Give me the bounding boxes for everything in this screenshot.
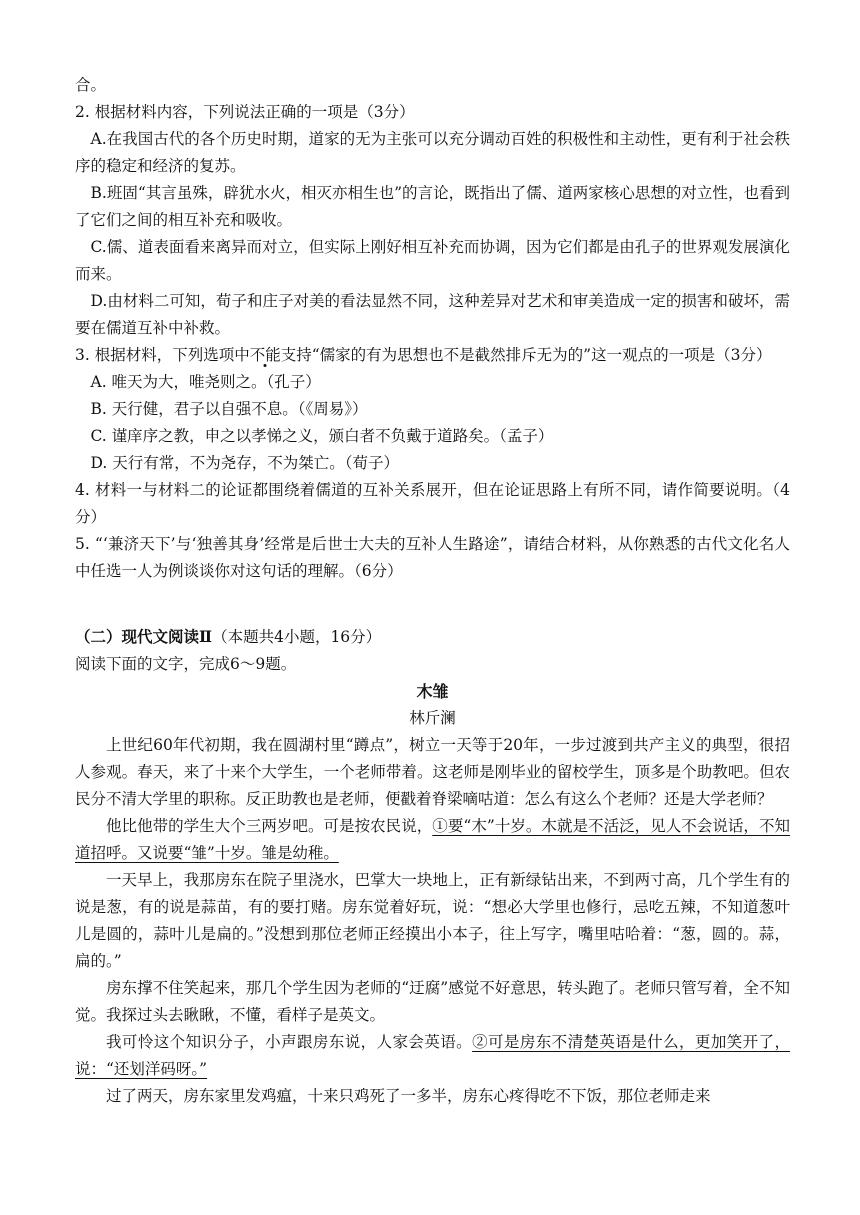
- article-title: 木雏: [416, 682, 449, 701]
- question-3-prefix: 3. 根据材料，下列选项中: [75, 346, 250, 364]
- underlined-passage-1: ①要“木”十岁。木就是不活泛，见人不会说话，不知道招呼。又说要“雏”十岁。雏是幼稚。: [75, 817, 790, 862]
- question-2-option-d: D.由材料二可知，荀子和庄子对美的看法显然不同，这种差异对艺术和审美造成一定的损害和破坏，需要在儒道互补中补救。: [75, 292, 790, 337]
- section-2-heading: [75, 623, 790, 651]
- article-paragraph-6: 过了两天，房东家里发鸡瘟，十来只鸡死了一多半，房东心疼得吃不下饭，那位老师走来: [106, 1087, 711, 1105]
- article-paragraph-5: [75, 1029, 790, 1083]
- question-3-suffix: 支持“儒家的有为思想也不是截然排斥无为的”这一观点的一项是（3分）: [280, 346, 772, 364]
- section-2-score: （本题共4小题，16分）: [212, 628, 382, 646]
- paragraph-5-text: 我可怜这个知识分子，小声跟房东说，人家会英语。: [106, 1033, 473, 1051]
- question-3-option-d: D. 天行有常，不为尧存，不为桀亡。（荀子）: [90, 454, 399, 472]
- question-2: 2. 根据材料内容，下列说法正确的一项是（3分）: [75, 103, 415, 121]
- article-paragraph-1: 上世纪60年代初期，我在圆湖村里“蹲点”，树立一天等于20年，一步过渡到共产主义的典型，很招人参观。春天，来了十来个大学生，一个老师带着。这老师是刚毕业的留校学生，顶多是个助教吧。但农民分不清大学里的职称。反正助教也是老师，便戳着脊梁嘀咕道：怎么有这么个老师？还是大学老师？: [75, 736, 790, 808]
- question-2-option-c: C.儒、道表面看来离异而对立，但实际上刚好相互补充而协调，因为它们都是由孔子的世界观发展演化而来。: [75, 238, 790, 283]
- section-2-title: （二）现代文阅读Ⅱ: [75, 627, 213, 646]
- document-page: [75, 72, 790, 1110]
- question-3-option-b: B. 天行健，君子以自强不息。（《周易》）: [90, 400, 368, 418]
- question-2-option-a: A.在我国古代的各个历史时期，道家的无为主张可以充分调动百姓的积极性和主动性，更有利于社会秩序的稳定和经济的复苏。: [75, 130, 790, 175]
- article-author: 林斤澜: [409, 709, 456, 727]
- article-paragraph-3: 一天早上，我那房东在院子里浇水，巴掌大一块地上，正有新绿钻出来，不到两寸高，几个学生有的说是葱，有的说是蒜苗，有的要打赌。房东觉着好玩，说：“想必大学里也修行，忌吃五辣，不知道葱叶儿是圆的，蒜叶儿是扁的。”没想到那位老师正经摸出小本子，往上写字，嘴里咕哈着：“葱，圆的。蒜，扁的。”: [75, 871, 790, 970]
- article-paragraph-2: [75, 813, 790, 867]
- underlined-passage-2: ②可是房东不清楚英语是什么，更加笑开了，说：“还划洋码呀。”: [75, 1033, 790, 1078]
- section-2-instruction: 阅读下面的文字，完成6～9题。: [75, 655, 297, 673]
- question-5: 5. “‘兼济天下’与‘独善其身’经常是后世士大夫的互补人生路途”，请结合材料，从你熟悉的古代文化名人中任选一人为例谈谈你对这句话的理解。（6分）: [75, 535, 790, 580]
- question-3-option-c: C. 谨庠序之教，申之以孝悌之义，颁白者不负戴于道路矣。（孟子）: [90, 427, 554, 445]
- question-2-option-b: B.班固“其言虽殊，辟犹水火，相灭亦相生也”的言论，既指出了儒、道两家核心思想的对立性，也看到了它们之间的相互补充和吸收。: [75, 184, 790, 229]
- continuation-line: 合。: [75, 76, 107, 94]
- paragraph-2-text: 他比他带的学生大个三两岁吧。可是按农民说，: [106, 817, 433, 835]
- question-4: 4. 材料一与材料二的论证都围绕着儒道的互补关系展开，但在论证思路上有所不同，请作简要说明。（4分）: [75, 481, 790, 526]
- article-paragraph-4: 房东撑不住笑起来，那几个学生因为老师的“迂腐”感觉不好意思，转头跑了。老师只管写着，全不知觉。我探过头去瞅瞅，不懂，看样子是英文。: [75, 979, 790, 1024]
- question-3-option-a: A. 唯天为大，唯尧则之。（孔子）: [90, 373, 321, 391]
- question-3-emphasis: 不能: [249, 346, 281, 364]
- question-3: [75, 342, 790, 369]
